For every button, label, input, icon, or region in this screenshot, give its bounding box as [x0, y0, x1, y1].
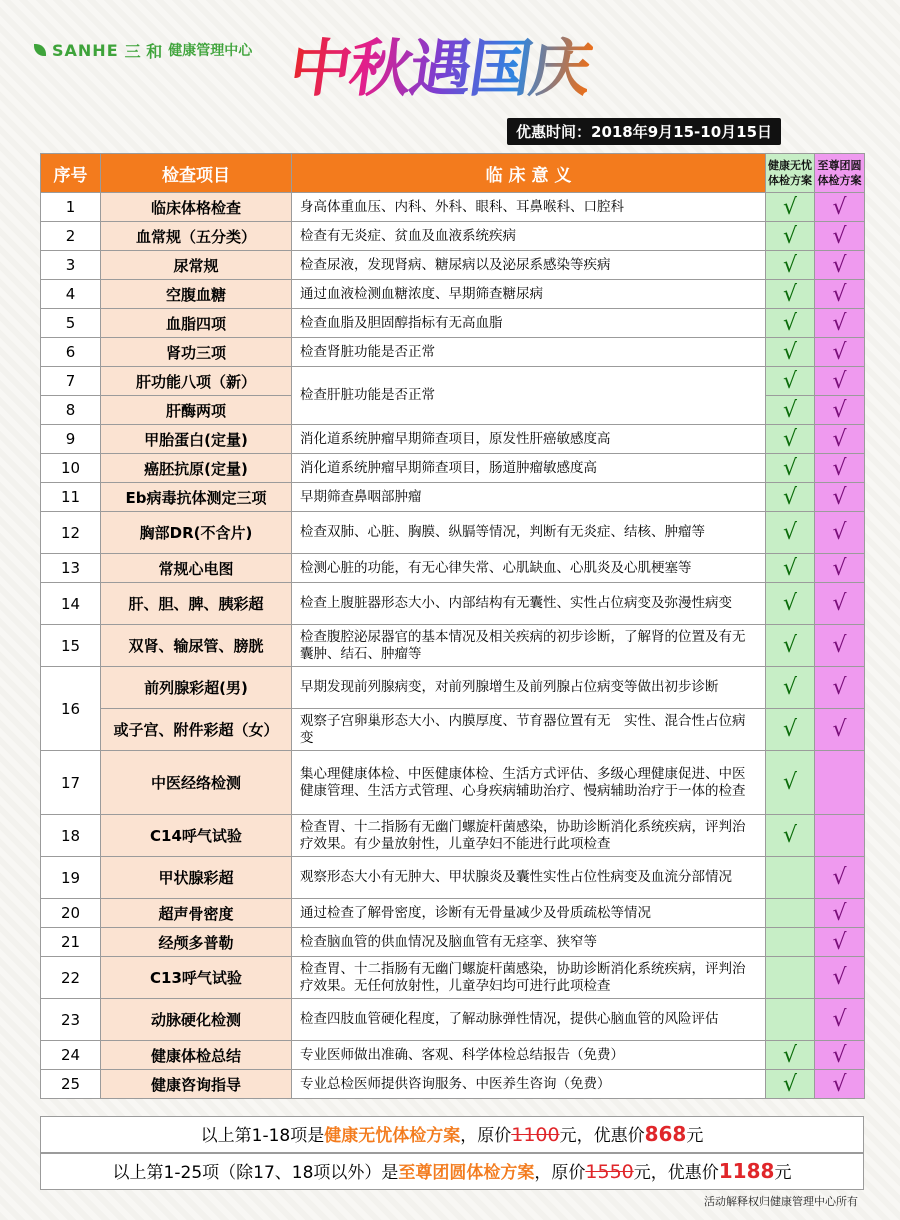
plan2-check: √ [815, 454, 865, 483]
plan2-check: √ [815, 554, 865, 583]
row-item: 健康体检总结 [101, 1041, 292, 1070]
row-desc: 检查肾脏功能是否正常 [292, 338, 766, 367]
table-row [41, 957, 865, 999]
plan1-check: √ [766, 1041, 815, 1070]
plan1-check: √ [766, 815, 815, 857]
table-row [41, 222, 865, 251]
footer1-mid2: 元，优惠价 [559, 1126, 645, 1146]
row-item: 经颅多普勒 [101, 928, 292, 957]
table-row [41, 338, 865, 367]
checkup-table [40, 153, 865, 1099]
plan1-check: √ [766, 583, 815, 625]
table-row [41, 709, 865, 751]
row-number: 22 [41, 957, 101, 999]
row-desc: 通过检查了解骨密度，诊断有无骨量减少及骨质疏松等情况 [292, 899, 766, 928]
row-item: 肝酶两项 [101, 396, 292, 425]
plan2-check: √ [815, 899, 865, 928]
plan2-check [815, 751, 865, 815]
plan2-check: √ [815, 222, 865, 251]
row-desc: 早期发现前列腺病变，对前列腺增生及前列腺占位病变等做出初步诊断 [292, 667, 766, 709]
plan2-check: √ [815, 367, 865, 396]
table-row [41, 280, 865, 309]
row-desc: 检查上腹脏器形态大小、内部结构有无囊性、实性占位病变及弥漫性病变 [292, 583, 766, 625]
plan1-check: √ [766, 425, 815, 454]
row-desc: 检查胃、十二指肠有无幽门螺旋杆菌感染，协助诊断消化系统疾病，评判治疗效果。有少量放射性，儿童孕妇不能进行此项检查 [292, 815, 766, 857]
table-row [41, 999, 865, 1041]
plan2-check: √ [815, 625, 865, 667]
row-item: 血常规（五分类） [101, 222, 292, 251]
row-desc: 消化道系统肿瘤早期筛查项目，原发性肝癌敏感度高 [292, 425, 766, 454]
header-meaning: 临 床 意 义 [292, 154, 766, 193]
row-item: 肾功三项 [101, 338, 292, 367]
row-item: 前列腺彩超(男) [101, 667, 292, 709]
plan1-check: √ [766, 554, 815, 583]
row-desc: 检查双肺、心脏、胸膜、纵膈等情况，判断有无炎症、结核、肿瘤等 [292, 512, 766, 554]
footer1-plan: 健康无忧体检方案 [324, 1126, 461, 1146]
row-desc: 专业医师做出准确、客观、科学体检总结报告（免费） [292, 1041, 766, 1070]
row-item: 甲胎蛋白(定量) [101, 425, 292, 454]
row-item: 健康咨询指导 [101, 1070, 292, 1099]
plan2-check: √ [815, 709, 865, 751]
row-item: 临床体格检查 [101, 193, 292, 222]
header-plan1: 健康无忧体检方案 [766, 154, 815, 193]
table-row [41, 554, 865, 583]
row-desc: 检测心脏的功能，有无心律失常、心肌缺血、心肌炎及心肌梗塞等 [292, 554, 766, 583]
row-number: 3 [41, 251, 101, 280]
footer2-pre: 以上第1-25项（除17、18项以外）是 [112, 1163, 399, 1183]
row-desc: 集心理健康体检、中医健康体检、生活方式评估、多级心理健康促进、中医健康管理、生活方式管理、心身疾病辅助治疗、慢病辅助治疗于一体的检查 [292, 751, 766, 815]
table-row [41, 193, 865, 222]
table-row [41, 367, 865, 396]
row-item: 常规心电图 [101, 554, 292, 583]
table-row [41, 899, 865, 928]
plan1-check [766, 957, 815, 999]
plan1-check: √ [766, 280, 815, 309]
table-row [41, 309, 865, 338]
row-item: 肝、胆、脾、胰彩超 [101, 583, 292, 625]
plan2-check: √ [815, 338, 865, 367]
plan2-check: √ [815, 483, 865, 512]
brand-logo [34, 38, 252, 62]
row-item: C14呼气试验 [101, 815, 292, 857]
plan1-check: √ [766, 251, 815, 280]
plan1-check [766, 857, 815, 899]
plan2-check: √ [815, 928, 865, 957]
row-number: 21 [41, 928, 101, 957]
row-item: 血脂四项 [101, 309, 292, 338]
footer1-mid: ，原价 [460, 1126, 512, 1146]
plan2-check: √ [815, 425, 865, 454]
row-number: 17 [41, 751, 101, 815]
row-number: 13 [41, 554, 101, 583]
row-item: 双肾、输尿管、膀胱 [101, 625, 292, 667]
plan2-check: √ [815, 999, 865, 1041]
row-number: 5 [41, 309, 101, 338]
footer1-orig: 1100 [511, 1124, 560, 1146]
row-desc: 观察形态大小有无肿大、甲状腺炎及囊性实性占位性病变及血流分部情况 [292, 857, 766, 899]
footer-plan1 [40, 1116, 864, 1153]
row-number: 6 [41, 338, 101, 367]
rights-note: 活动解释权归健康管理中心所有 [704, 1195, 858, 1208]
row-number: 2 [41, 222, 101, 251]
table-row [41, 667, 865, 709]
row-desc: 检查尿液，发现肾病、糖尿病以及泌尿系感染等疾病 [292, 251, 766, 280]
row-desc: 检查胃、十二指肠有无幽门螺旋杆菌感染，协助诊断消化系统疾病，评判治疗效果。无任何放射性，儿童孕妇均可进行此项检查 [292, 957, 766, 999]
plan1-check: √ [766, 751, 815, 815]
plan2-check: √ [815, 1070, 865, 1099]
table-row [41, 815, 865, 857]
footer2-mid: ，原价 [534, 1163, 586, 1183]
plan1-check: √ [766, 193, 815, 222]
footer1-pre: 以上第1-18项是 [200, 1126, 325, 1146]
leaf-icon [34, 44, 46, 56]
footer-plan2 [40, 1153, 864, 1190]
row-number: 20 [41, 899, 101, 928]
table-row [41, 454, 865, 483]
plan1-check: √ [766, 338, 815, 367]
row-desc: 检查腹腔泌尿器官的基本情况及相关疾病的初步诊断，了解肾的位置及有无囊肿、结石、肿瘤等 [292, 625, 766, 667]
plan2-check: √ [815, 280, 865, 309]
plan1-check [766, 928, 815, 957]
row-desc: 检查四肢血管硬化程度，了解动脉弹性情况，提供心脑血管的风险评估 [292, 999, 766, 1041]
brand-cn: 三 和 [124, 41, 163, 61]
table-row [41, 425, 865, 454]
row-item: Eb病毒抗体测定三项 [101, 483, 292, 512]
plan2-check: √ [815, 512, 865, 554]
row-item: 超声骨密度 [101, 899, 292, 928]
row-item: 胸部DR(不含片) [101, 512, 292, 554]
plan2-check: √ [815, 957, 865, 999]
table-row [41, 583, 865, 625]
footer2-price: 1188 [718, 1159, 775, 1183]
row-number: 14 [41, 583, 101, 625]
row-desc: 检查血脂及胆固醇指标有无高血脂 [292, 309, 766, 338]
plan1-check: √ [766, 367, 815, 396]
brand-sub: 健康管理中心 [168, 43, 253, 59]
plan1-check: √ [766, 512, 815, 554]
plan2-check: √ [815, 309, 865, 338]
plan1-check: √ [766, 483, 815, 512]
row-number: 24 [41, 1041, 101, 1070]
plan1-check: √ [766, 222, 815, 251]
row-number: 7 [41, 367, 101, 396]
plan1-check: √ [766, 396, 815, 425]
plan1-check: √ [766, 454, 815, 483]
row-item: 癌胚抗原(定量) [101, 454, 292, 483]
footer1-price: 868 [644, 1122, 687, 1146]
row-number: 15 [41, 625, 101, 667]
footer2-plan: 至尊团圆体检方案 [398, 1163, 535, 1183]
promo-period: 优惠时间：2018年9月15-10月15日 [507, 118, 781, 145]
row-number: 19 [41, 857, 101, 899]
row-item: C13呼气试验 [101, 957, 292, 999]
table-row [41, 1070, 865, 1099]
row-number: 4 [41, 280, 101, 309]
row-number: 18 [41, 815, 101, 857]
plan1-check: √ [766, 1070, 815, 1099]
row-desc: 检查肝脏功能是否正常 [292, 367, 766, 425]
plan1-check: √ [766, 309, 815, 338]
plan1-check: √ [766, 625, 815, 667]
header-item: 检查项目 [101, 154, 292, 193]
row-number: 9 [41, 425, 101, 454]
plan2-check: √ [815, 396, 865, 425]
table-row [41, 512, 865, 554]
row-number: 16 [41, 667, 101, 751]
row-item: 甲状腺彩超 [101, 857, 292, 899]
header-plan2: 至尊团圆体检方案 [815, 154, 865, 193]
row-desc: 观察子宫卵巢形态大小、内膜厚度、节育器位置有无 实性、混合性占位病变 [292, 709, 766, 751]
table-row [41, 483, 865, 512]
table-row [41, 751, 865, 815]
table-row [41, 1041, 865, 1070]
plan2-check: √ [815, 667, 865, 709]
brand-latin: SANHE [52, 40, 119, 60]
table-header [41, 154, 865, 193]
table-row [41, 857, 865, 899]
row-number: 25 [41, 1070, 101, 1099]
row-number: 12 [41, 512, 101, 554]
row-number: 1 [41, 193, 101, 222]
header-no: 序号 [41, 154, 101, 193]
plan2-check [815, 815, 865, 857]
row-desc: 早期筛查鼻咽部肿瘤 [292, 483, 766, 512]
plan2-check: √ [815, 251, 865, 280]
footer2-unit: 元 [774, 1163, 792, 1183]
plan2-check: √ [815, 857, 865, 899]
row-number: 8 [41, 396, 101, 425]
table-row [41, 928, 865, 957]
plan1-check [766, 899, 815, 928]
row-item: 空腹血糖 [101, 280, 292, 309]
row-item: 或子宫、附件彩超（女） [101, 709, 292, 751]
row-number: 11 [41, 483, 101, 512]
plan2-check: √ [815, 1041, 865, 1070]
footer1-unit: 元 [686, 1126, 704, 1146]
row-item: 中医经络检测 [101, 751, 292, 815]
plan1-check: √ [766, 667, 815, 709]
row-number: 10 [41, 454, 101, 483]
table-row [41, 251, 865, 280]
row-desc: 检查有无炎症、贫血及血液系统疾病 [292, 222, 766, 251]
table-row [41, 625, 865, 667]
row-item: 肝功能八项（新） [101, 367, 292, 396]
footer2-orig: 1550 [585, 1161, 634, 1183]
row-item: 动脉硬化检测 [101, 999, 292, 1041]
row-desc: 消化道系统肿瘤早期筛查项目，肠道肿瘤敏感度高 [292, 454, 766, 483]
headline: 中秋遇国庆 [284, 32, 596, 105]
row-desc: 身高体重血压、内科、外科、眼科、耳鼻喉科、口腔科 [292, 193, 766, 222]
row-desc: 检查脑血管的供血情况及脑血管有无痉挛、狭窄等 [292, 928, 766, 957]
plan2-check: √ [815, 583, 865, 625]
plan1-check [766, 999, 815, 1041]
row-desc: 专业总检医师提供咨询服务、中医养生咨询（免费） [292, 1070, 766, 1099]
row-item: 尿常规 [101, 251, 292, 280]
plan1-check: √ [766, 709, 815, 751]
footer2-mid2: 元，优惠价 [633, 1163, 719, 1183]
row-desc: 通过血液检测血糖浓度、早期筛查糖尿病 [292, 280, 766, 309]
plan2-check: √ [815, 193, 865, 222]
row-number: 23 [41, 999, 101, 1041]
